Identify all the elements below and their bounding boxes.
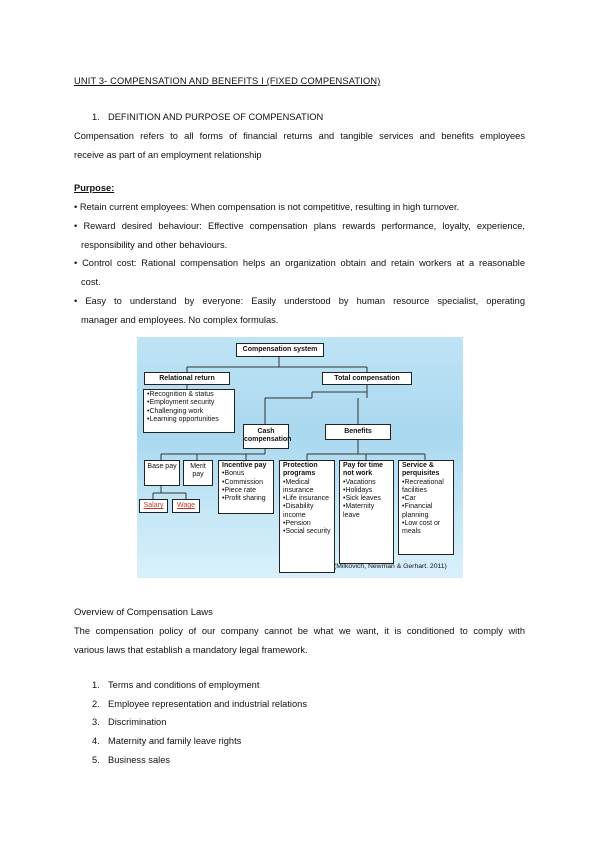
node-base-pay: Base pay [144, 460, 180, 486]
purpose-item-2: • Reward desired behaviour: Effective compensation plans rewards performance, loyalty, experience, [74, 221, 525, 231]
incentive-item: •Piece rate [222, 486, 256, 494]
relational-item: •Employment security [147, 399, 215, 407]
node-protection-programs [279, 460, 335, 573]
node-pay-for-time-not-work [339, 460, 394, 564]
law-number: 5. [92, 755, 100, 765]
service-title: Service & perquisites [402, 462, 440, 478]
node-benefits: Benefits [325, 424, 391, 440]
salary-label: Salary [143, 502, 164, 509]
incentive-title: Incentive pay [222, 462, 267, 469]
pay-time-item: •Holidays [343, 486, 373, 494]
law-text: Business sales [108, 755, 171, 765]
law-item [92, 755, 170, 765]
overview-line-1: The compensation policy of our company cannot be what we want, it is conditioned to comply with [74, 626, 525, 636]
node-salary [139, 499, 168, 513]
incentive-item: •Bonus [222, 470, 245, 478]
law-text: Maternity and family leave rights [108, 736, 242, 746]
protection-item: •Pension [283, 520, 311, 528]
purpose-item-2-cont: responsibility and other behaviours. [81, 240, 228, 250]
service-item: •Car [402, 495, 416, 503]
definition-line-1: Compensation refers to all forms of financial returns and tangible services and benefits employees [74, 131, 525, 141]
pay-time-item: •Maternity leave [343, 503, 375, 519]
node-service-perquisites [398, 460, 454, 555]
section-number: 1. [92, 112, 100, 122]
wage-label: Wage [176, 502, 196, 509]
protection-item: •Social security [283, 528, 331, 536]
node-compensation-system: Compensation system [236, 343, 324, 357]
law-text: Employee representation and industrial relations [108, 699, 307, 709]
diagram-credit: (Milkovich, Newman & Gerhart. 2011) [334, 563, 447, 570]
pay-time-item: •Vacations [343, 478, 376, 486]
service-item: •Recreational facilities [402, 478, 444, 494]
protection-item: •Life insurance [283, 495, 330, 503]
law-item [92, 680, 259, 690]
purpose-item-3: • Control cost: Rational compensation helps an organization obtain and retain workers at a reasonable [74, 258, 525, 268]
purpose-item-4-cont: manager and employees. No complex formulas. [81, 315, 279, 325]
purpose-item-3-cont: cost. [81, 277, 101, 287]
protection-item: •Disability income [283, 503, 314, 519]
section-heading [92, 112, 323, 122]
relational-item: •Recognition & status [147, 391, 214, 398]
section-title: DEFINITION AND PURPOSE OF COMPENSATION [108, 112, 324, 122]
relational-item: •Challenging work [147, 407, 204, 415]
purpose-heading: Purpose: [74, 183, 115, 193]
overview-line-2: various laws that establish a mandatory legal framework. [74, 645, 308, 655]
relational-item: •Learning opportunities [147, 415, 219, 423]
service-item: •Low cost or meals [402, 520, 441, 536]
node-relational-items [143, 389, 235, 433]
compensation-system-diagram [137, 337, 463, 578]
law-number: 2. [92, 699, 100, 709]
incentive-item: •Profit sharing [222, 495, 266, 503]
definition-line-2: receive as part of an employment relationship [74, 150, 262, 160]
node-wage [172, 499, 200, 513]
incentive-item: •Commission [222, 478, 263, 486]
law-number: 1. [92, 680, 100, 690]
protection-item: •Medical insurance [283, 478, 314, 494]
law-number: 3. [92, 717, 100, 727]
protection-title: Protection programs [283, 462, 318, 478]
node-incentive-pay [218, 460, 274, 514]
law-item [92, 717, 166, 727]
overview-heading: Overview of Compensation Laws [74, 607, 213, 618]
law-item [92, 736, 241, 746]
law-text: Terms and conditions of employment [108, 680, 260, 690]
law-text: Discrimination [108, 717, 167, 727]
service-item: •Financial planning [402, 503, 433, 519]
purpose-item-4: • Easy to understand by everyone: Easily understood by human resource specialist, operating [74, 296, 525, 306]
pay-time-title: Pay for time not work [343, 462, 384, 478]
law-number: 4. [92, 736, 100, 746]
pay-time-item: •Sick leaves [343, 495, 381, 503]
unit-title: UNIT 3- COMPENSATION AND BENEFITS I (FIXED COMPENSATION) [74, 76, 381, 86]
node-cash-compensation: Cash compensation [243, 424, 289, 449]
purpose-item-1: • Retain current employees: When compensation is not competitive, resulting in high turnover. [74, 202, 460, 212]
node-merit-pay: Merit pay [183, 460, 213, 486]
node-relational-return: Relational return [144, 372, 230, 385]
node-total-compensation: Total compensation [322, 372, 412, 385]
law-item [92, 699, 307, 709]
